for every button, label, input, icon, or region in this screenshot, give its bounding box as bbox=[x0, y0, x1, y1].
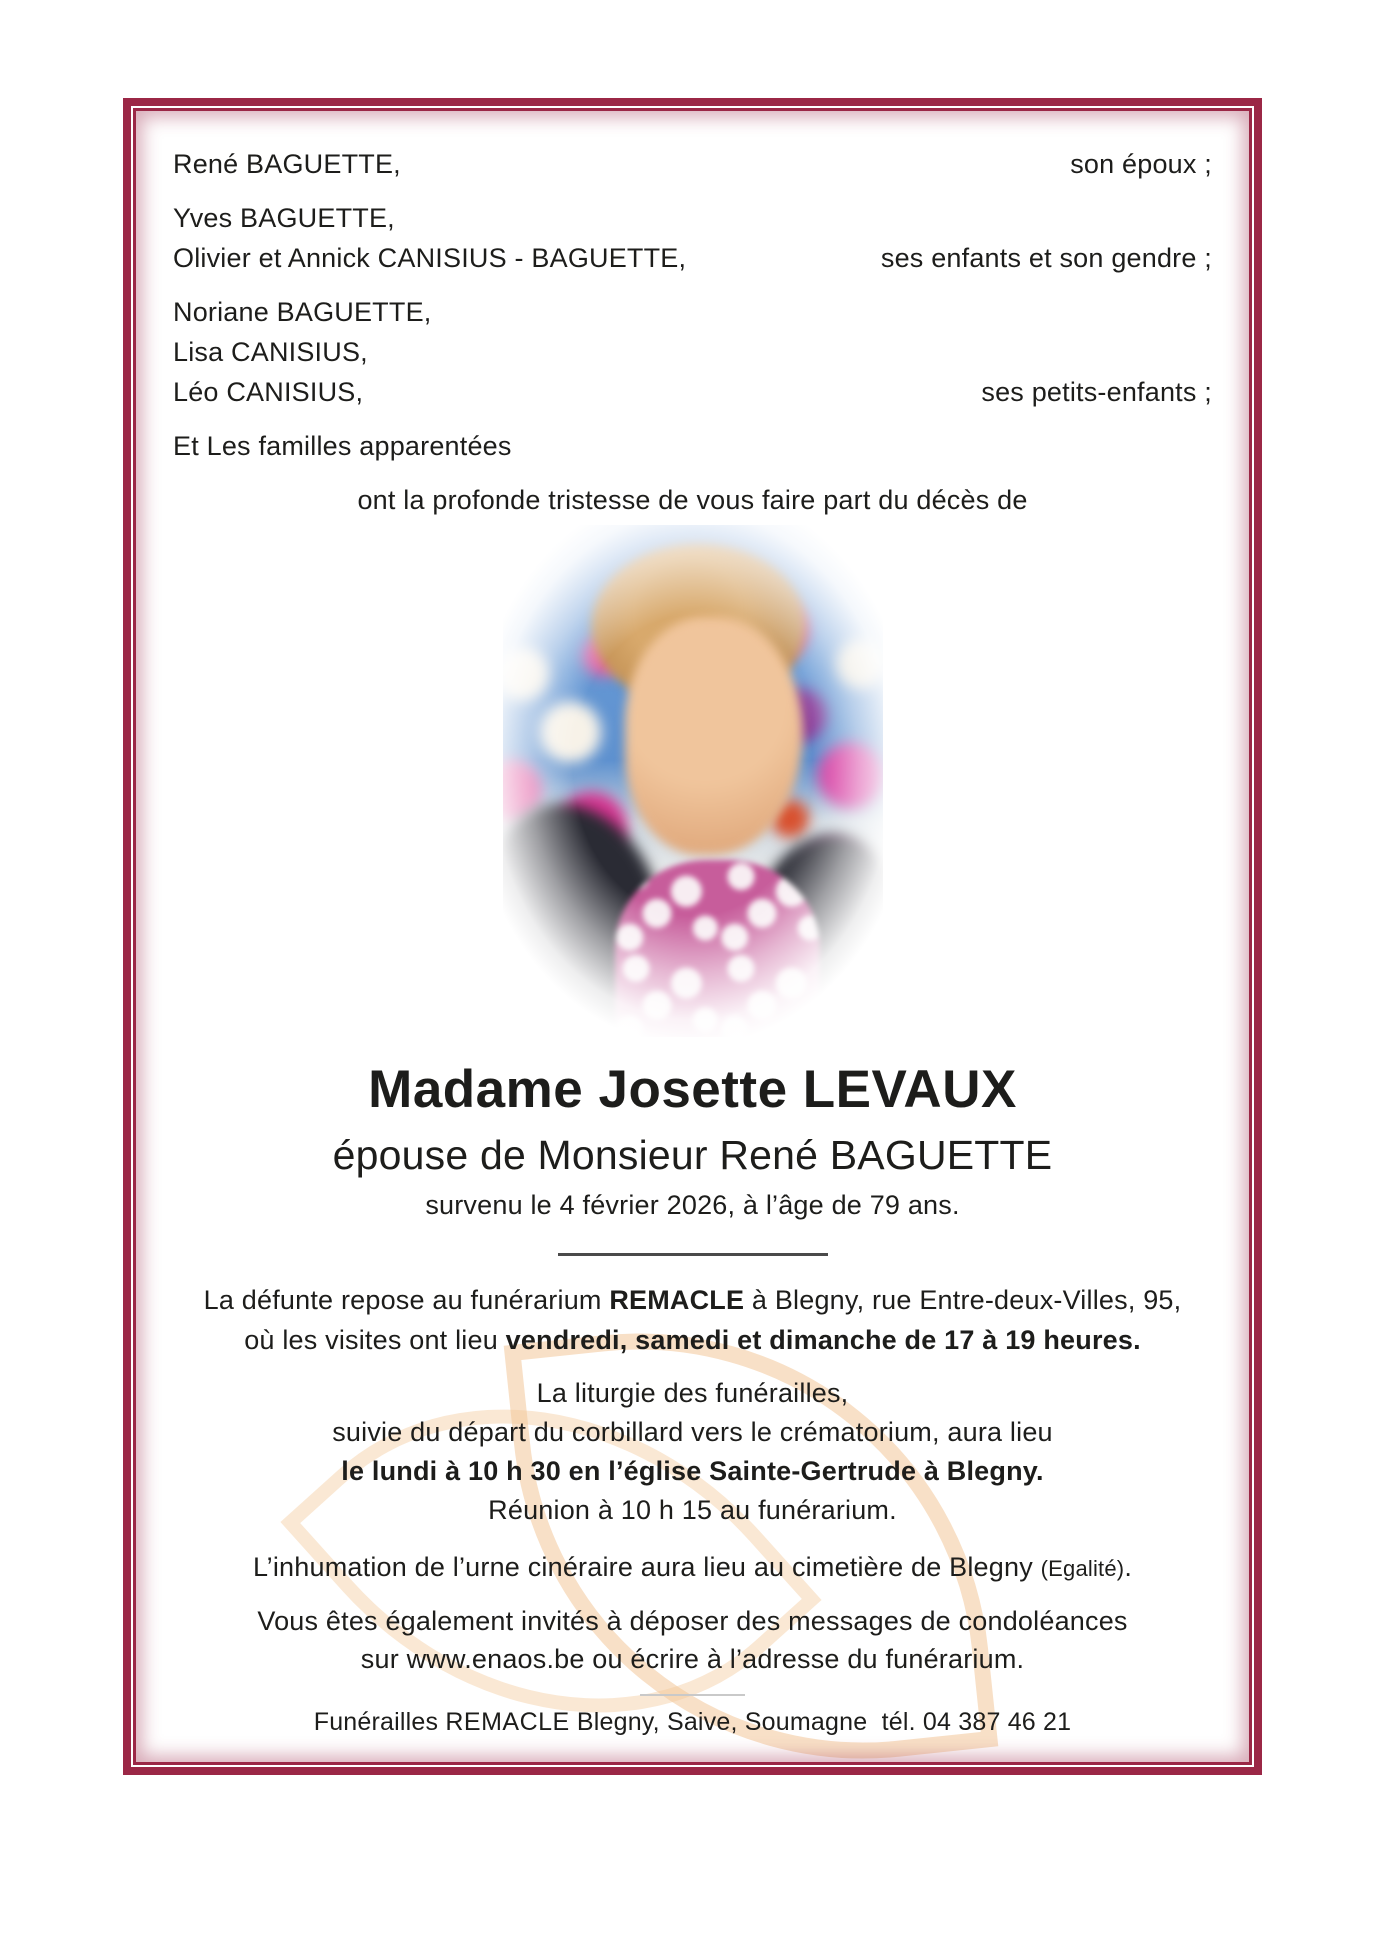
family-list bbox=[173, 144, 1212, 466]
family-row bbox=[173, 292, 1212, 332]
visitation-paragraph bbox=[173, 1280, 1212, 1360]
funeral-home-name: REMACLE bbox=[609, 1285, 745, 1315]
service-time-line: le lundi à 10 h 30 en l’église Sainte-Gertrude à Blegny. bbox=[341, 1456, 1044, 1486]
funeral-home-footer bbox=[173, 1704, 1212, 1740]
meeting-time-line: Réunion à 10 h 15 au funérarium. bbox=[488, 1495, 897, 1525]
photo-of-deceased bbox=[503, 525, 883, 1037]
announcement-line: ont la profonde tristesse de vous faire part du décès de bbox=[357, 485, 1028, 515]
spouse-line: épouse de Monsieur René BAGUETTE bbox=[332, 1132, 1053, 1178]
card-content bbox=[131, 144, 1254, 1740]
family-member: Lisa CANISIUS, bbox=[173, 337, 368, 367]
divider bbox=[640, 1694, 745, 1696]
footer-text: Funérailles bbox=[313, 1708, 446, 1736]
condolences-line: sur www.enaos.be ou écrire à l’adresse du funérarium. bbox=[360, 1644, 1025, 1674]
footer-contact: Blegny, Saive, Soumagne tél. 04 387 46 21 bbox=[569, 1708, 1072, 1736]
liturgy-line: suivie du départ du corbillard vers le crématorium, aura lieu bbox=[332, 1417, 1053, 1447]
family-member: Et Les familles apparentées bbox=[173, 431, 512, 461]
family-row bbox=[173, 426, 1212, 466]
family-member: Léo CANISIUS, bbox=[173, 377, 364, 407]
divider bbox=[558, 1253, 828, 1256]
family-member: Noriane BAGUETTE, bbox=[173, 297, 432, 327]
visitation-line bbox=[173, 1280, 1212, 1320]
burial-paragraph bbox=[173, 1547, 1212, 1589]
family-row bbox=[173, 238, 1212, 278]
memorial-card bbox=[123, 98, 1262, 1775]
visiting-hours: vendredi, samedi et dimanche de 17 à 19 heures. bbox=[505, 1325, 1141, 1355]
relationship-label: ses petits-enfants ; bbox=[981, 377, 1212, 407]
visitation-text: La défunte repose au funérarium bbox=[203, 1285, 610, 1315]
family-member: Olivier et Annick CANISIUS - BAGUETTE, bbox=[173, 243, 687, 273]
visitation-text: à Blegny, rue Entre-deux-Villes, 95, bbox=[744, 1285, 1182, 1315]
death-date-line: survenu le 4 février 2026, à l’âge de 79 ans. bbox=[425, 1190, 960, 1220]
photo-feather-vignette bbox=[503, 525, 883, 1037]
liturgy-line: La liturgie des funérailles, bbox=[536, 1378, 849, 1408]
relationship-label: son époux ; bbox=[1070, 149, 1212, 179]
family-row bbox=[173, 198, 1212, 238]
family-row bbox=[173, 332, 1212, 372]
condolences-paragraph bbox=[173, 1602, 1212, 1678]
visitation-line bbox=[173, 1320, 1212, 1360]
condolences-line: Vous êtes également invités à déposer des messages de condoléances bbox=[257, 1606, 1128, 1636]
funeral-home-name: REMACLE bbox=[445, 1708, 570, 1736]
cemetery-note: (Egalité) bbox=[1040, 1556, 1125, 1581]
deceased-name: Madame Josette LEVAUX bbox=[368, 1060, 1017, 1119]
burial-text: L’inhumation de l’urne cinéraire aura lieu au cimetière de Blegny bbox=[252, 1552, 1041, 1582]
visitation-text: où les visites ont lieu bbox=[244, 1325, 506, 1355]
family-member: Yves BAGUETTE, bbox=[173, 203, 395, 233]
family-row bbox=[173, 372, 1212, 412]
family-row bbox=[173, 144, 1212, 184]
liturgy-paragraph bbox=[173, 1374, 1212, 1530]
burial-text: . bbox=[1124, 1552, 1133, 1582]
family-member: René BAGUETTE, bbox=[173, 149, 401, 179]
relationship-label: ses enfants et son gendre ; bbox=[880, 243, 1212, 273]
